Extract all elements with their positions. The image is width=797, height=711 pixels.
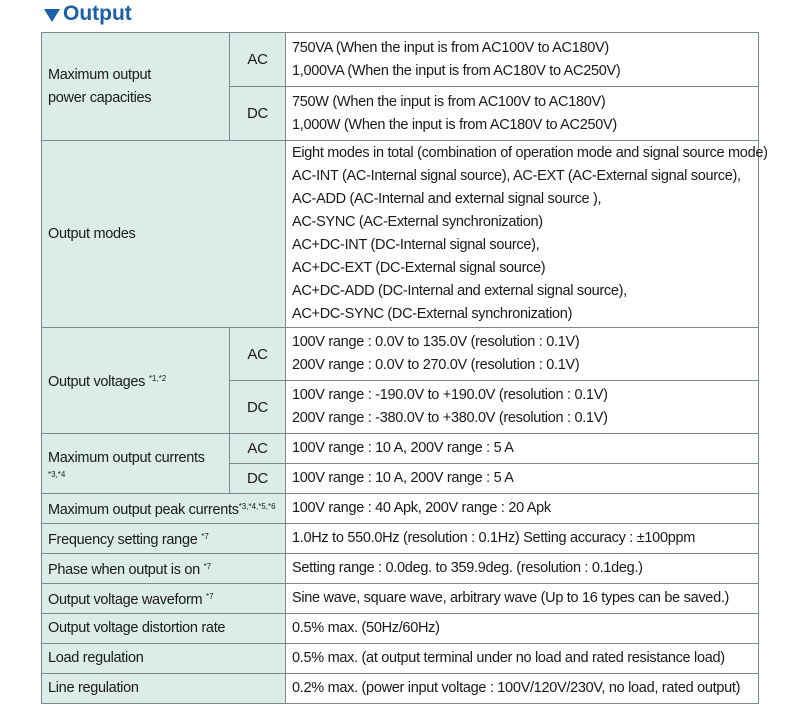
footnote-ref: *3,*4,*5,*6 xyxy=(238,502,276,511)
value-peak-currents: 100V range : 40 Apk, 200V range : 20 Apk xyxy=(286,494,759,524)
row-max-currents-ac xyxy=(42,434,759,464)
label-peak-currents: Maximum output peak currents$^{*3,*4,*5,*6}$ xyxy=(42,494,286,524)
label-frequency: Frequency setting range $^{*7}$ xyxy=(42,524,286,554)
row-distortion xyxy=(42,614,759,644)
output-spec-table xyxy=(41,32,768,704)
label-phase: Phase when output is on $^{*7}$ xyxy=(42,554,286,584)
value-output-voltages-ac: 100V range : 0.0V to 135.0V (resolution : 0.1V) 200V range : 0.0V to 270.0V (resolution : 0.1V) xyxy=(286,328,759,381)
footnote-ref: *3,*4 xyxy=(48,470,66,479)
label-output-voltages: Output voltages $^{*1,*2}$ xyxy=(42,328,230,434)
value-line-regulation: 0.2% max. (power input voltage : 100V/120V/230V, no load, rated output) xyxy=(286,674,759,704)
row-line-regulation xyxy=(42,674,759,704)
label-line-regulation: Line regulation xyxy=(42,674,286,704)
sub-label-dc: DC xyxy=(230,381,286,434)
sub-label-ac: AC xyxy=(230,33,286,87)
value-phase: Setting range : 0.0deg. to 359.9deg. (resolution : 0.1deg.) xyxy=(286,554,759,584)
sub-label-dc: DC xyxy=(230,464,286,494)
sub-label-dc: DC xyxy=(230,87,286,141)
value-output-modes: Eight modes in total (combination of operation mode and signal source mode) AC-INT (AC-Internal signal source), AC-EXT (AC-External signal source), AC-ADD (AC-Internal and external signal source ), AC-SYNC (AC-External synchronization) AC+DC-INT (DC-Internal signal source), AC+DC-EXT (DC-External signal source) AC+DC-ADD (DC-Internal and external signal source), AC+DC-SYNC (DC-External synchronization) xyxy=(286,141,759,328)
label-load-regulation: Load regulation xyxy=(42,644,286,674)
triangle-down-icon xyxy=(44,9,60,22)
footnote-ref: *7 xyxy=(206,592,214,601)
row-output-modes xyxy=(42,141,759,328)
value-max-power-ac: 750VA (When the input is from AC100V to AC180V) 1,000VA (When the input is from AC180V to AC250V) xyxy=(286,33,759,87)
value-output-voltages-dc: 100V range : -190.0V to +190.0V (resolution : 0.1V) 200V range : -380.0V to +380.0V (resolution : 0.1V) xyxy=(286,381,759,434)
value-load-regulation: 0.5% max. (at output terminal under no load and rated resistance load) xyxy=(286,644,759,674)
row-waveform xyxy=(42,584,759,614)
value-max-power-dc: 750W (When the input is from AC100V to AC180V) 1,000W (When the input is from AC180V to AC250V) xyxy=(286,87,759,141)
row-max-power-ac xyxy=(42,33,759,87)
label-max-currents: Maximum output currents *3,*4 xyxy=(42,434,230,494)
row-frequency xyxy=(42,524,759,554)
row-output-voltages-ac xyxy=(42,328,759,381)
label-output-modes: Output modes xyxy=(42,141,286,328)
value-max-currents-ac: 100V range : 10 A, 200V range : 5 A xyxy=(286,434,759,464)
label-max-power: Maximum output power capacities xyxy=(42,33,230,141)
row-phase xyxy=(42,554,759,584)
label-distortion: Output voltage distortion rate xyxy=(42,614,286,644)
footnote-ref: *7 xyxy=(201,532,209,541)
sub-label-ac: AC xyxy=(230,434,286,464)
sub-label-ac: AC xyxy=(230,328,286,381)
label-waveform: Output voltage waveform $^{*7}$ xyxy=(42,584,286,614)
row-peak-currents xyxy=(42,494,759,524)
section-title xyxy=(44,2,132,26)
value-waveform: Sine wave, square wave, arbitrary wave (Up to 16 types can be saved.) xyxy=(286,584,759,614)
section-title-text: Output xyxy=(63,2,132,25)
value-frequency: 1.0Hz to 550.0Hz (resolution : 0.1Hz) Setting accuracy : ±100ppm xyxy=(286,524,759,554)
row-load-regulation xyxy=(42,644,759,674)
value-max-currents-dc: 100V range : 10 A, 200V range : 5 A xyxy=(286,464,759,494)
value-distortion: 0.5% max. (50Hz/60Hz) xyxy=(286,614,759,644)
footnote-ref: *7 xyxy=(203,562,212,571)
footnote-ref: *1,*2 xyxy=(148,374,167,383)
